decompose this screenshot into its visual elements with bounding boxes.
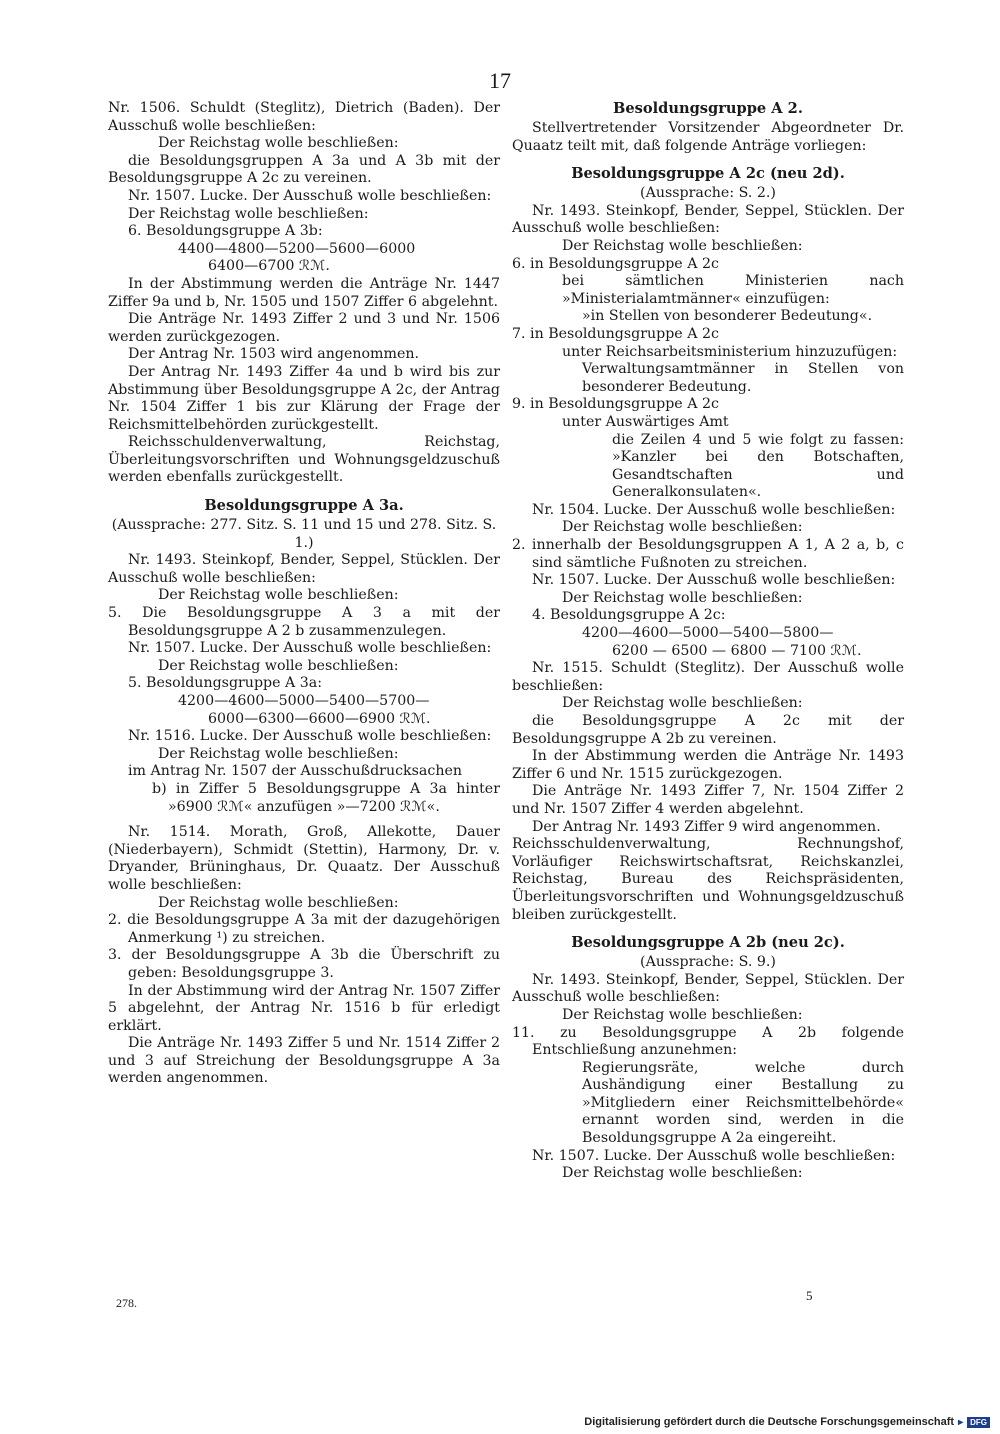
paragraph: Der Antrag Nr. 1493 Ziffer 9 wird angenommen. (532, 818, 881, 835)
paragraph: Die Anträge Nr. 1493 Ziffer 2 und 3 und Nr. 1506 werden zurückgezogen. (108, 311, 500, 345)
paragraph: Nr. 1506. Schuldt (Steglitz), Dietrich (Baden). Der Ausschuß wolle beschließen: (108, 100, 500, 134)
paragraph: Nr. 1507. Lucke. Der Ausschuß wolle beschließen: (532, 572, 896, 589)
paragraph: Der Reichstag wolle beschließen: (562, 589, 803, 606)
paragraph: Der Reichstag wolle beschließen: (562, 519, 803, 536)
paragraph: Nr. 1507. Lucke. Der Ausschuß wolle beschließen: (532, 1147, 896, 1164)
paragraph: bei sämtlichen Ministerien nach »Ministerialamtmänner« einzufügen: (562, 273, 904, 307)
paragraph: die Besoldungsgruppen A 3a und A 3b mit der Besoldungsgruppe A 2c zu vereinen. (108, 152, 500, 187)
paragraph: Der Reichstag wolle beschließen: (562, 1006, 803, 1023)
paragraph: 7. in Besoldungsgruppe A 2c (512, 325, 719, 342)
paragraph: Der Reichstag wolle beschließen: (158, 657, 399, 674)
paragraph: 5. Die Besoldungsgruppe A 3 a mit der Besoldungsgruppe A 2 b zusammenzulegen. (108, 605, 500, 639)
section-heading: Besoldungsgruppe A 2c (neu 2d). (571, 165, 845, 183)
right-column (512, 100, 904, 1183)
paragraph: Der Reichstag wolle beschließen: (562, 695, 803, 712)
paragraph: Nr. 1504. Lucke. Der Ausschuß wolle beschließen: (532, 501, 896, 518)
paragraph: Verwaltungsamtmänner in Stellen von besonderer Bedeutung. (582, 361, 904, 395)
paragraph: 4200—4600—5000—5400—5700— (178, 693, 430, 709)
section-heading: Besoldungsgruppe A 2b (neu 2c). (571, 934, 845, 952)
paragraph: 6. Besoldungsgruppe A 3b: (128, 223, 323, 240)
paragraph: In der Abstimmung wird der Antrag Nr. 1507 Ziffer 5 abgelehnt, der Antrag Nr. 1516 b für erledigt erklärt. (108, 982, 500, 1034)
paragraph: 6000—6300—6600—6900 ℛℳ. (208, 710, 431, 727)
signature-mark-left: 278. (116, 1296, 137, 1310)
paragraph: 11. zu Besoldungsgruppe A 2b folgende Entschließung anzunehmen: (512, 1024, 904, 1059)
paragraph: Reichsschuldenverwaltung, Reichstag, Überleitungsvorschriften und Wohnungsgeldzuschuß werden ebenfalls zurückgestellt. (108, 434, 500, 486)
paragraph: unter Auswärtiges Amt (562, 413, 729, 430)
paragraph: Nr. 1507. Lucke. Der Ausschuß wolle beschließen: (128, 640, 492, 657)
paragraph: Nr. 1493. Steinkopf, Bender, Seppel, Stücklen. Der Ausschuß wolle beschließen: (512, 971, 904, 1006)
paragraph: die Zeilen 4 und 5 wie folgt zu fassen: »Kanzler bei den Botschaften, Gesandtschaften und Generalkonsulaten«. (612, 431, 904, 501)
paragraph: 2. die Besoldungsgruppe A 3a mit der dazugehörigen Anmerkung ¹) zu streichen. (108, 912, 500, 946)
paragraph: (Aussprache: S. 2.) (640, 185, 776, 202)
paragraph: 4200—4600—5000—5400—5800— (582, 625, 834, 642)
paragraph: 2. innerhalb der Besoldungsgruppen A 1, A 2 a, b, c sind sämtliche Fußnoten zu streichen. (512, 537, 904, 571)
paragraph: (Aussprache: 277. Sitz. S. 11 und 15 und 278. Sitz. S. 1.) (111, 517, 497, 551)
paragraph: Der Reichstag wolle beschließen: (158, 894, 399, 911)
paragraph: Der Reichstag wolle beschließen: (128, 205, 369, 222)
paragraph: die Besoldungsgruppe A 2c mit der Besoldungsgruppe A 2b zu vereinen. (512, 713, 904, 747)
paragraph: Nr. 1493. Steinkopf, Bender, Seppel, Stücklen. Der Ausschuß wolle beschließen: (512, 202, 904, 237)
paragraph: b) in Ziffer 5 Besoldungsgruppe A 3a hinter »6900 ℛℳ« anzufügen »—7200 ℛℳ«. (152, 780, 500, 815)
paragraph: Nr. 1507. Lucke. Der Ausschuß wolle beschließen: (128, 187, 492, 204)
paragraph: Die Anträge Nr. 1493 Ziffer 5 und Nr. 1514 Ziffer 2 und 3 auf Streichung der Besoldungsgruppe A 3a werden angenommen. (108, 1035, 500, 1087)
paragraph: In der Abstimmung werden die Anträge Nr. 1493 Ziffer 6 und Nr. 1515 zurückgezogen. (512, 748, 904, 782)
paragraph: Der Antrag Nr. 1503 wird angenommen. (128, 346, 420, 363)
paragraph: Nr. 1516. Lucke. Der Ausschuß wolle beschließen: (128, 728, 492, 745)
paragraph: Die Anträge Nr. 1493 Ziffer 7, Nr. 1504 Ziffer 2 und Nr. 1507 Ziffer 4 werden abgelehnt. (512, 783, 904, 817)
paragraph: Der Reichstag wolle beschließen: (158, 745, 399, 762)
paragraph: (Aussprache: S. 9.) (640, 954, 776, 971)
paragraph: im Antrag Nr. 1507 der Ausschußdrucksachen (128, 763, 463, 780)
paragraph: Der Reichstag wolle beschließen: (158, 135, 399, 152)
paragraph: Der Reichstag wolle beschließen: (562, 1165, 803, 1182)
page-number: 17 (489, 68, 511, 93)
paragraph: 6200 — 6500 — 6800 — 7100 ℛℳ. (612, 642, 862, 659)
paragraph: 6400—6700 ℛℳ. (208, 258, 330, 275)
left-column (108, 100, 500, 1088)
footer-text: Digitalisierung gefördert durch die Deutsche Forschungsgemeinschaft (584, 1416, 955, 1428)
paragraph: Der Reichstag wolle beschließen: (158, 587, 399, 604)
paragraph: 4400—4800—5200—5600—6000 (178, 240, 416, 257)
paragraph: Reichsschuldenverwaltung, Rechnungshof, Vorläufiger Reichswirtschaftsrat, Reichskanzlei, Reichstag, Bureau des Reichspräsidenten, Überleitungsvorschriften und Wohnungsgeldzuschuß bleiben zurückgestellt. (512, 836, 904, 923)
paragraph: Regierungsräte, welche durch Aushändigung einer Bestallung zu »Mitgliedern einer Reichsmittelbehörde« ernannt worden sind, werden in die Besoldungsgruppe A 2a eingereiht. (582, 1059, 904, 1147)
paragraph: »in Stellen von besonderer Bedeutung«. (582, 308, 873, 325)
paragraph: Nr. 1514. Morath, Groß, Allekotte, Dauer (Niederbayern), Schmidt (Stettin), Harmony, Dr. v. Dryander, Brüninghaus, Dr. Quaatz. Der Ausschuß wolle beschließen: (108, 824, 500, 893)
paragraph: In der Abstimmung werden die Anträge Nr. 1447 Ziffer 9a und b, Nr. 1505 und 1507 Ziffer 6 abgelehnt. (108, 275, 500, 310)
paragraph: Nr. 1515. Schuldt (Steglitz). Der Ausschuß wolle beschließen: (512, 660, 904, 694)
paragraph: 3. der Besoldungsgruppe A 3b die Überschrift zu geben: Besoldungsgruppe 3. (108, 947, 500, 981)
paragraph: 5. Besoldungsgruppe A 3a: (128, 675, 323, 692)
section-heading: Besoldungsgruppe A 3a. (204, 497, 404, 515)
paragraph: 9. in Besoldungsgruppe A 2c (512, 396, 719, 413)
paragraph: Nr. 1493. Steinkopf, Bender, Seppel, Stücklen. Der Ausschuß wolle beschließen: (108, 552, 500, 586)
paragraph: 6. in Besoldungsgruppe A 2c (512, 255, 719, 272)
section-heading: Besoldungsgruppe A 2. (613, 100, 803, 117)
paragraph: Der Antrag Nr. 1493 Ziffer 4a und b wird bis zur Abstimmung über Besoldungsgruppe A 2c, der Antrag Nr. 1504 Ziffer 1 bis zur Klärung der Frage der Reichsmittelbehörden zurückgestellt. (108, 363, 500, 433)
arrow-icon: ▸ (958, 1416, 964, 1428)
paragraph: 4. Besoldungsgruppe A 2c: (532, 607, 726, 624)
paragraph: unter Reichsarbeitsministerium hinzuzufügen: (562, 343, 898, 360)
footer (584, 1416, 990, 1428)
signature-mark-right: 5 (806, 1288, 813, 1303)
paragraph: Der Reichstag wolle beschließen: (562, 237, 803, 254)
paragraph: Stellvertretender Vorsitzender Abgeordneter Dr. Quaatz teilt mit, daß folgende Anträge vorliegen: (512, 120, 904, 154)
dfg-logo: DFG (967, 1417, 990, 1428)
